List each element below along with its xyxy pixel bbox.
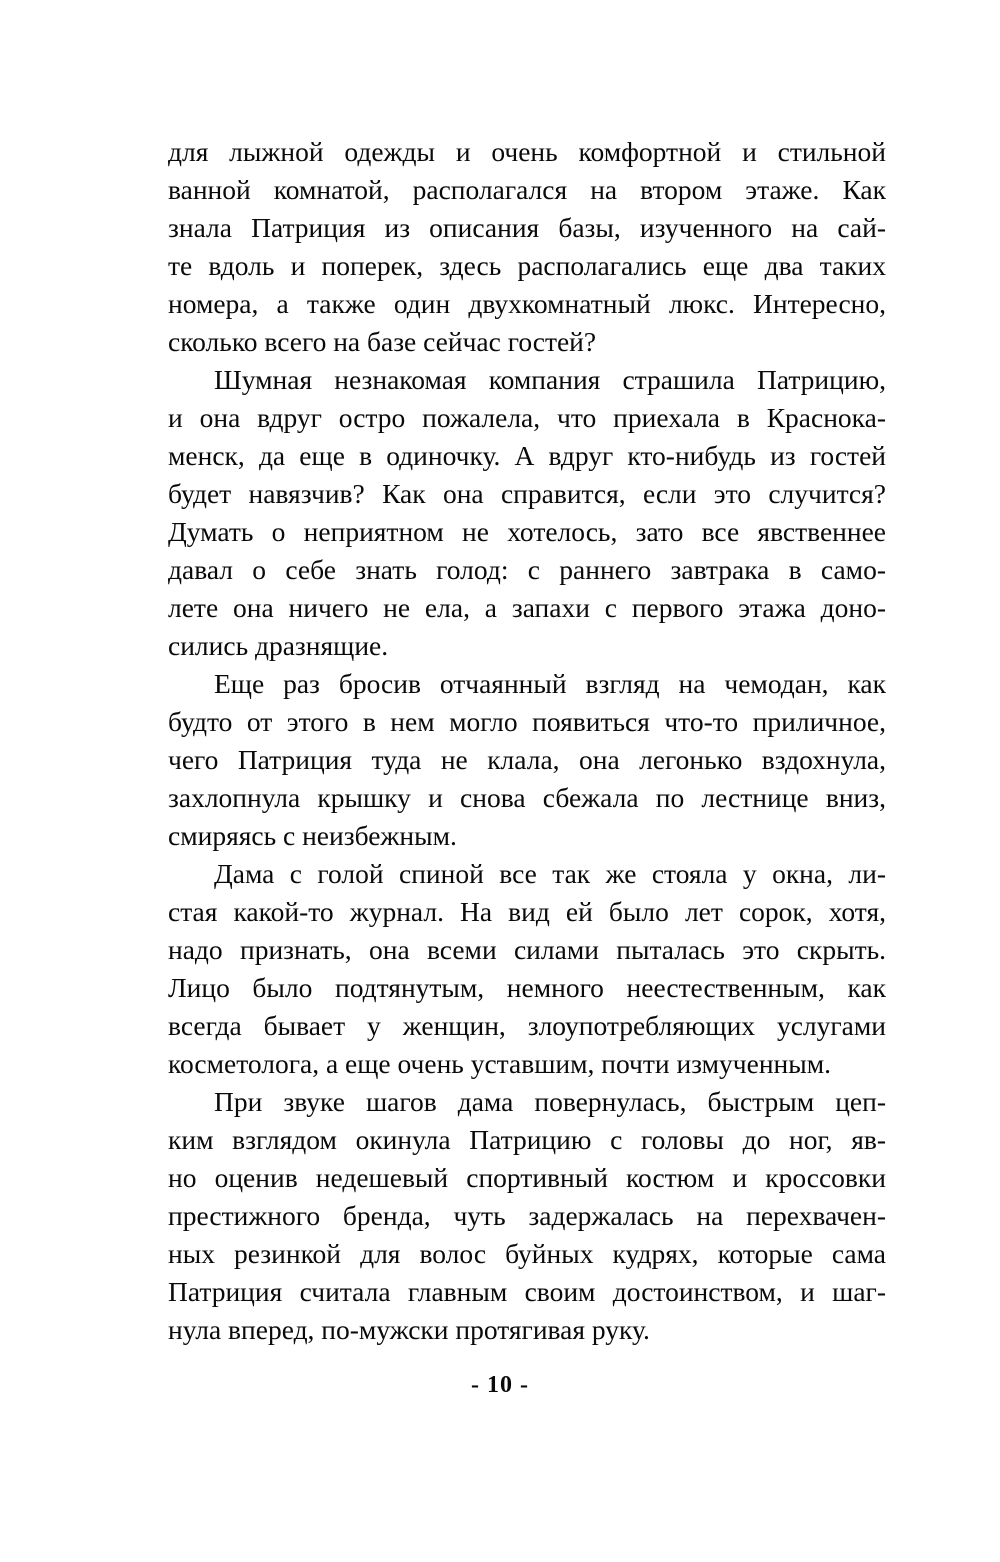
text-line: Еще раз бросив отчаянный взгляд на чемодан, как xyxy=(214,668,886,699)
text-line: стая какой-то журнал. На вид ей было лет сорок, хотя, xyxy=(168,896,886,927)
text-line: косметолога, а еще очень уставшим, почти измученным. xyxy=(168,1048,832,1079)
text-line: ных резинкой для волос буйных кудрях, которые сама xyxy=(168,1238,886,1269)
text-line: чего Патриция туда не клала, она легонько вздохнула, xyxy=(168,744,886,775)
text-line: номера, а также один двухкомнатный люкс. Интересно, xyxy=(168,288,886,319)
text-line: для лыжной одежды и очень комфортной и стильной xyxy=(168,136,886,167)
paragraph xyxy=(168,855,886,1083)
paragraph xyxy=(168,361,886,665)
page-number: - 10 - xyxy=(471,1372,529,1398)
text-line: и она вдруг остро пожалела, что приехала в Краснока- xyxy=(168,402,886,433)
text-line: нула вперед, по-мужски протягивая руку. xyxy=(168,1314,650,1345)
paragraphs xyxy=(168,133,886,1349)
text-line: ванной комнатой, располагался на втором этаже. Как xyxy=(168,174,886,205)
text-line: знала Патриция из описания базы, изученного на сай- xyxy=(168,212,886,243)
text-line: смиряясь с неизбежным. xyxy=(168,820,457,851)
text-line: Шумная незнакомая компания страшила Патрицию, xyxy=(214,364,886,395)
text-line: Патриция считала главным своим достоинством, и шаг- xyxy=(168,1276,886,1307)
paragraph xyxy=(168,1083,886,1349)
text-line: менск, да еще в одиночку. А вдруг кто-нибудь из гостей xyxy=(168,440,886,471)
text-line: сились дразнящие. xyxy=(168,630,389,661)
text-line: престижного бренда, чуть задержалась на перехвачен- xyxy=(168,1200,886,1231)
paragraph xyxy=(168,665,886,855)
text-line: лете она ничего не ела, а запахи с первого этажа доно- xyxy=(168,592,886,623)
text-block xyxy=(168,133,886,1349)
paragraph xyxy=(168,133,886,361)
text-line: сколько всего на базе сейчас гостей? xyxy=(168,326,597,357)
text-line: Дама с голой спиной все так же стояла у окна, ли- xyxy=(214,858,886,889)
text-line: ким взглядом окинула Патрицию с головы до ног, яв- xyxy=(168,1124,886,1155)
text-line: давал о себе знать голод: с раннего завтрака в само- xyxy=(168,554,886,585)
text-line: При звуке шагов дама повернулась, быстрым цеп- xyxy=(214,1086,886,1117)
text-line: но оценив недешевый спортивный костюм и кроссовки xyxy=(168,1162,886,1193)
text-line: будто от этого в нем могло появиться что-то приличное, xyxy=(168,706,886,737)
text-line: надо признать, она всеми силами пыталась это скрыть. xyxy=(168,934,886,965)
text-line: захлопнула крышку и снова сбежала по лестнице вниз, xyxy=(168,782,886,813)
text-line: Лицо было подтянутым, немного неестественным, как xyxy=(168,972,886,1003)
text-line: те вдоль и поперек, здесь располагались еще два таких xyxy=(168,250,886,281)
text-line: будет навязчив? Как она справится, если это случится? xyxy=(168,478,886,509)
text-line: всегда бывает у женщин, злоупотребляющих услугами xyxy=(168,1010,886,1041)
text-line: Думать о неприятном не хотелось, зато все явственнее xyxy=(168,516,886,547)
